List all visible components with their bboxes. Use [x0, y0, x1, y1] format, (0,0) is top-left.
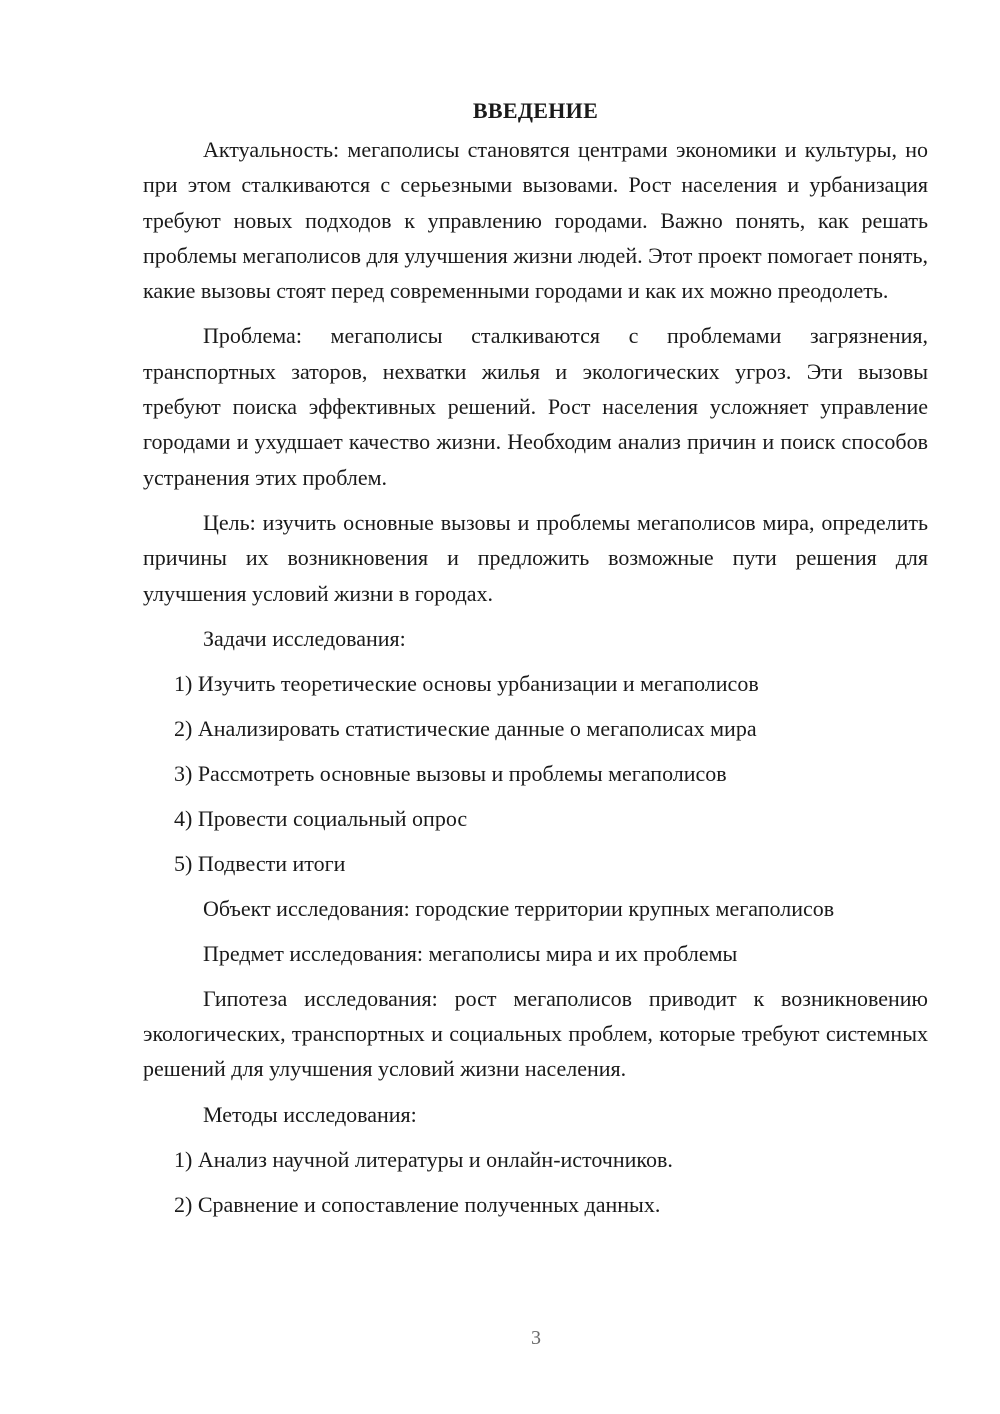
problem-paragraph: Проблема: мегаполисы сталкиваются с проблемами загрязнения, транспортных заторов, нехватки жилья и экологических угроз. Эти вызовы требуют поиска эффективных решений. Рост населения усложняет управление городами и ухудшает качество жизни. Необходим анализ причин и поиск способов устранения этих проблем. — [143, 323, 928, 490]
methods-heading: Методы исследования: — [203, 1101, 417, 1127]
section-title: ВВЕДЕНИЕ — [472, 98, 599, 123]
document-page — [143, 96, 928, 1232]
task-item: 1) Изучить теоретические основы урбанизации и мегаполисов — [174, 670, 759, 696]
task-item: 2) Анализировать статистические данные о мегаполисах мира — [174, 715, 757, 741]
research-subject: Предмет исследования: мегаполисы мира и их проблемы — [203, 940, 738, 966]
tasks-heading: Задачи исследования: — [203, 625, 406, 651]
task-item: 5) Подвести итоги — [174, 850, 346, 876]
goal-paragraph: Цель: изучить основные вызовы и проблемы мегаполисов мира, определить причины их возникновения и предложить возможные пути решения для улучшения условий жизни в городах. — [143, 509, 928, 606]
method-item: 1) Анализ научной литературы и онлайн-источников. — [174, 1146, 673, 1172]
research-object: Объект исследования: городские территории крупных мегаполисов — [203, 895, 835, 921]
task-item: 3) Рассмотреть основные вызовы и проблемы мегаполисов — [174, 760, 727, 786]
method-item: 2) Сравнение и сопоставление полученных данных. — [174, 1191, 661, 1217]
task-item: 4) Провести социальный опрос — [174, 805, 468, 831]
relevance-paragraph: Актуальность: мегаполисы становятся центрами экономики и культуры, но при этом сталкиваются с серьезными вызовами. Рост населения и урбанизация требуют новых подходов к управлению городами. Важно понять, как решать проблемы мегаполисов для улучшения жизни людей. Этот проект помогает понять, какие вызовы стоят перед современными городами и как их можно преодолеть. — [143, 137, 928, 304]
hypothesis-paragraph: Гипотеза исследования: рост мегаполисов приводит к возникновению экологических, транспортных и социальных проблем, которые требуют системных решений для улучшения условий жизни населения. — [143, 985, 928, 1082]
page-number: 3 — [531, 1327, 541, 1349]
